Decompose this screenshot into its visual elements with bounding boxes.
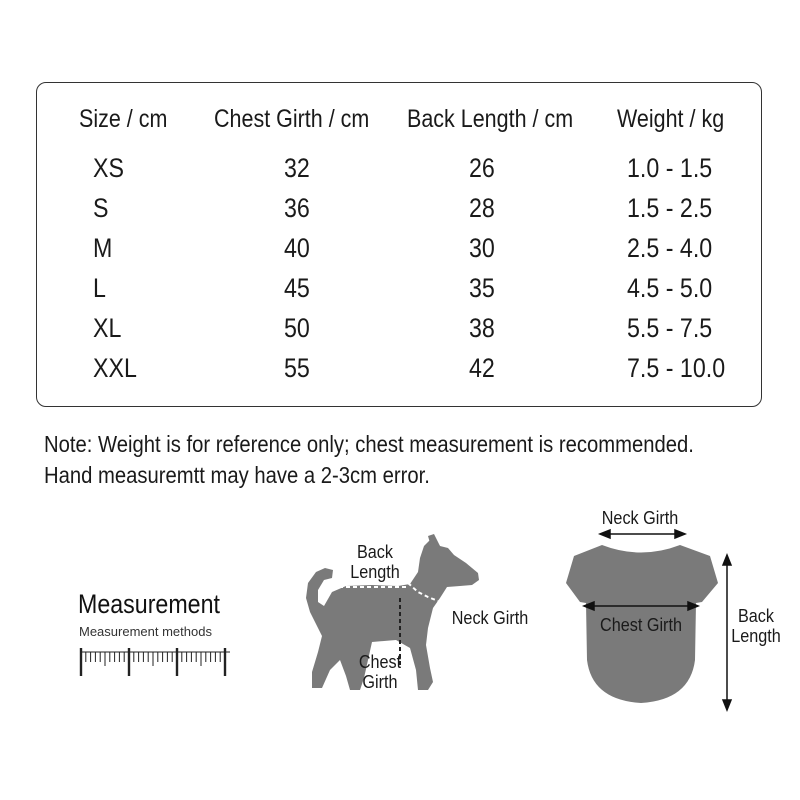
table-cell-chest-girth: 55 xyxy=(284,353,310,383)
table-cell-size: L xyxy=(93,273,106,303)
table-cell-weight: 1.5 - 2.5 xyxy=(627,193,713,223)
table-cell-size: M xyxy=(93,233,113,263)
table-cell-chest-girth: 36 xyxy=(284,193,310,223)
dog-chest-girth-label xyxy=(349,652,412,692)
table-cell-weight: 1.0 - 1.5 xyxy=(627,153,713,183)
header-back-length: Back Length / cm xyxy=(407,105,574,133)
table-cell-chest-girth: 32 xyxy=(284,153,310,183)
header-weight: Weight / kg xyxy=(617,105,725,133)
table-cell-chest-girth: 40 xyxy=(284,233,310,263)
table-cell-weight: 4.5 - 5.0 xyxy=(627,273,713,303)
shirt-back-length-line2: Length xyxy=(731,626,781,646)
table-cell-weight: 7.5 - 10.0 xyxy=(627,353,726,383)
table-cell-back-length: 26 xyxy=(469,153,495,183)
table-cell-size: XS xyxy=(93,153,124,183)
table-cell-back-length: 42 xyxy=(469,353,495,383)
shirt-back-length-label xyxy=(727,606,785,646)
back-length-arrow-icon xyxy=(326,583,334,591)
table-cell-back-length: 28 xyxy=(469,193,495,223)
note-line-1: Note: Weight is for reference only; chest measurement is recommended. xyxy=(44,431,694,457)
table-cell-size: S xyxy=(93,193,109,223)
table-cell-size: XXL xyxy=(93,353,137,383)
dog-chest-girth-line1: Chest xyxy=(358,652,402,672)
header-size: Size / cm xyxy=(79,105,168,133)
shirt-neck-girth-label: Neck Girth xyxy=(601,508,679,528)
ruler-icon xyxy=(80,648,230,676)
dog-back-length-line2: Length xyxy=(350,562,400,582)
dog-chest-girth-line2: Girth xyxy=(362,672,398,692)
table-cell-chest-girth: 50 xyxy=(284,313,310,343)
note-line-2: Hand measuremtt may have a 2-3cm error. xyxy=(44,462,430,488)
dog-back-length-line1: Back xyxy=(356,542,394,562)
measurement-title: Measurement xyxy=(78,589,220,619)
shirt-chest-girth-label: Chest Girth xyxy=(600,615,682,635)
table-cell-size: XL xyxy=(93,313,122,343)
table-cell-back-length: 35 xyxy=(469,273,495,303)
dog-back-length-label xyxy=(344,542,407,582)
dog-neck-girth-label: Neck Girth xyxy=(451,608,529,628)
table-cell-back-length: 30 xyxy=(469,233,495,263)
measurement-subtitle: Measurement methods xyxy=(79,624,212,639)
table-cell-back-length: 38 xyxy=(469,313,495,343)
header-chest-girth: Chest Girth / cm xyxy=(214,105,370,133)
table-cell-weight: 5.5 - 7.5 xyxy=(627,313,713,343)
table-cell-weight: 2.5 - 4.0 xyxy=(627,233,713,263)
shirt-back-length-line1: Back xyxy=(737,606,775,626)
table-cell-chest-girth: 45 xyxy=(284,273,310,303)
